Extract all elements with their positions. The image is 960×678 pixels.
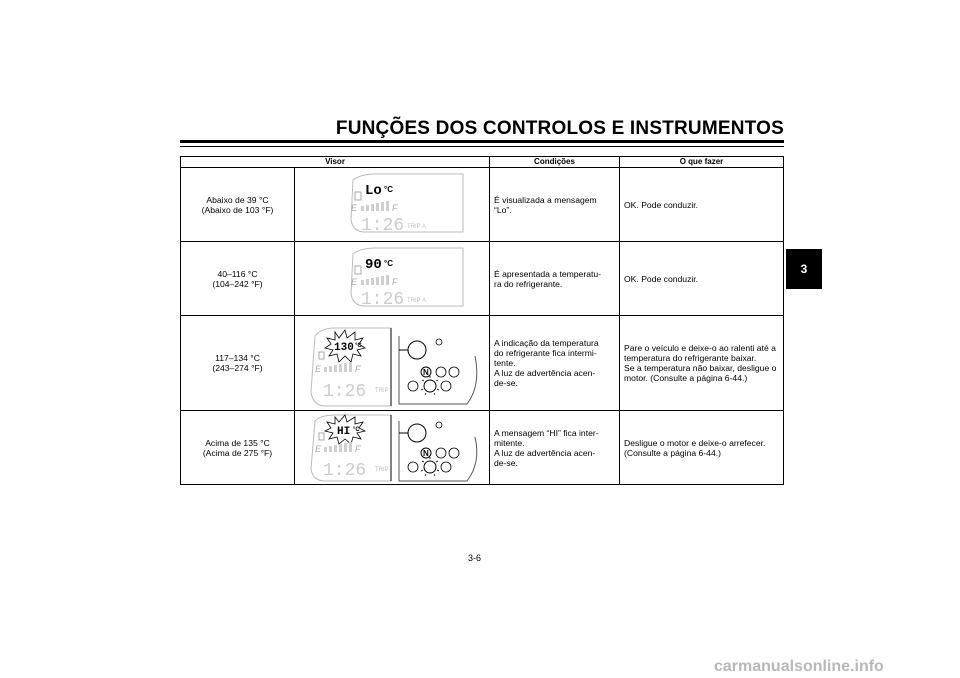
- action-text: Pare o veículo e deixe-o ao ralenti até a temperatura do refrigerante baixar. Se a temperatura não baixar, desligue o motor. (Consulte a página 6-44.): [620, 316, 784, 411]
- table-header-row: [181, 157, 784, 168]
- header-visor: Visor: [181, 157, 490, 168]
- lcd-e-label: E: [351, 203, 358, 213]
- table-row: [181, 316, 784, 411]
- temperature-range: Acima de 135 °C (Acima de 275 °F): [181, 411, 295, 485]
- condition-text: É apresentada a temperatu- ra do refrigerante.: [490, 242, 620, 316]
- turn-left-indicator-icon: [408, 462, 418, 472]
- turn-right-indicator-icon: [441, 381, 451, 391]
- temperature-range: 40–116 °C (104–242 °F): [181, 242, 295, 316]
- lcd-temp-unit: °C: [384, 259, 393, 268]
- tachometer-icon: [408, 341, 426, 359]
- oil-indicator-icon: [436, 448, 446, 458]
- turn-right-indicator-icon: [441, 462, 451, 472]
- page-number: 3-6: [468, 553, 482, 563]
- display-cell: [295, 316, 490, 411]
- watermark[interactable]: carmanualsonline.info: [714, 658, 884, 675]
- lcd-f-label: F: [392, 203, 398, 213]
- lcd-temp-unit: °C: [353, 427, 360, 433]
- lcd-trip-label: TRIP A: [407, 298, 426, 304]
- engine-indicator-icon: [449, 448, 459, 458]
- lcd-clock: 1:26: [323, 461, 367, 481]
- action-text: Desligue o motor e deixe-o arrefecer. (Consulte a página 6-44.): [620, 411, 784, 485]
- fuel-bar-graph: [361, 201, 389, 211]
- lcd-f-label: F: [355, 444, 361, 454]
- lcd-trip-label: TRIP A: [407, 224, 426, 230]
- chapter-tab[interactable]: 3: [786, 249, 822, 289]
- table-row: [181, 168, 784, 242]
- lcd-f-label: F: [392, 277, 398, 287]
- temperature-range: Abaixo de 39 °C (Abaixo de 103 °F): [181, 168, 295, 242]
- neutral-label: N: [423, 449, 429, 458]
- lcd-f-label: F: [355, 364, 361, 374]
- lcd-e-label: E: [315, 444, 322, 454]
- fuel-pump-icon: [319, 352, 324, 359]
- fuel-pump-icon: [355, 192, 361, 200]
- title-rule-thick: [180, 140, 784, 143]
- tachometer-icon: [408, 424, 426, 442]
- fuel-bar-graph: [361, 275, 389, 285]
- lcd-temp-unit: °C: [355, 343, 362, 349]
- lcd-temp-unit: °C: [384, 185, 393, 194]
- table-row: [181, 242, 784, 316]
- lcd-temp-value: HI: [337, 426, 351, 438]
- lcd-display-illustration: [295, 168, 489, 241]
- table-row: [181, 411, 784, 485]
- condition-text: É visualizada a mensagem “Lo”.: [490, 168, 620, 242]
- turn-left-indicator-icon: [408, 381, 418, 391]
- display-cell: [295, 168, 490, 242]
- coolant-warning-light-icon: [424, 461, 436, 473]
- lcd-temp-value: 130: [334, 342, 354, 354]
- lcd-clock: 1:26: [361, 290, 405, 310]
- lcd-e-label: E: [351, 277, 358, 287]
- lcd-temp-value: Lo: [365, 183, 382, 199]
- lcd-e-label: E: [315, 364, 322, 374]
- lcd-clock: 1:26: [361, 216, 405, 236]
- lcd-trip-label: TRIP: [375, 467, 389, 473]
- fuel-bar-graph: [324, 362, 352, 372]
- fuel-pump-icon: [319, 433, 324, 440]
- lcd-trip-label: TRIP: [375, 388, 389, 394]
- condition-text: A indicação da temperatura do refrigerante fica intermi- tente. A luz de advertência acen- de-se.: [490, 316, 620, 411]
- neutral-label: N: [423, 368, 429, 377]
- engine-indicator-icon: [449, 367, 459, 377]
- display-cell: [295, 242, 490, 316]
- temperature-table: [180, 156, 784, 485]
- temperature-range: 117–134 °C (243–274 °F): [181, 316, 295, 411]
- fuel-bar-graph: [324, 442, 352, 452]
- header-o-que-fazer: O que fazer: [620, 157, 784, 168]
- fuel-pump-icon: [355, 266, 361, 274]
- display-cell: [295, 411, 490, 485]
- action-text: OK. Pode conduzir.: [620, 242, 784, 316]
- page-title: FUNÇÕES DOS CONTROLOS E INSTRUMENTOS: [335, 118, 784, 139]
- lcd-temp-value: 90: [365, 257, 382, 273]
- action-text: OK. Pode conduzir.: [620, 168, 784, 242]
- coolant-warning-light-icon: [424, 380, 436, 392]
- title-rule-thin: [180, 146, 784, 147]
- condition-text: A mensagem “HI” fica inter- mitente. A luz de advertência acen- de-se.: [490, 411, 620, 485]
- lcd-clock: 1:26: [323, 382, 367, 402]
- header-condicoes: Condições: [490, 157, 620, 168]
- lcd-display-illustration: [295, 242, 489, 315]
- lcd-warning-illustration: [295, 316, 489, 410]
- lcd-warning-illustration: [295, 411, 489, 484]
- oil-indicator-icon: [436, 367, 446, 377]
